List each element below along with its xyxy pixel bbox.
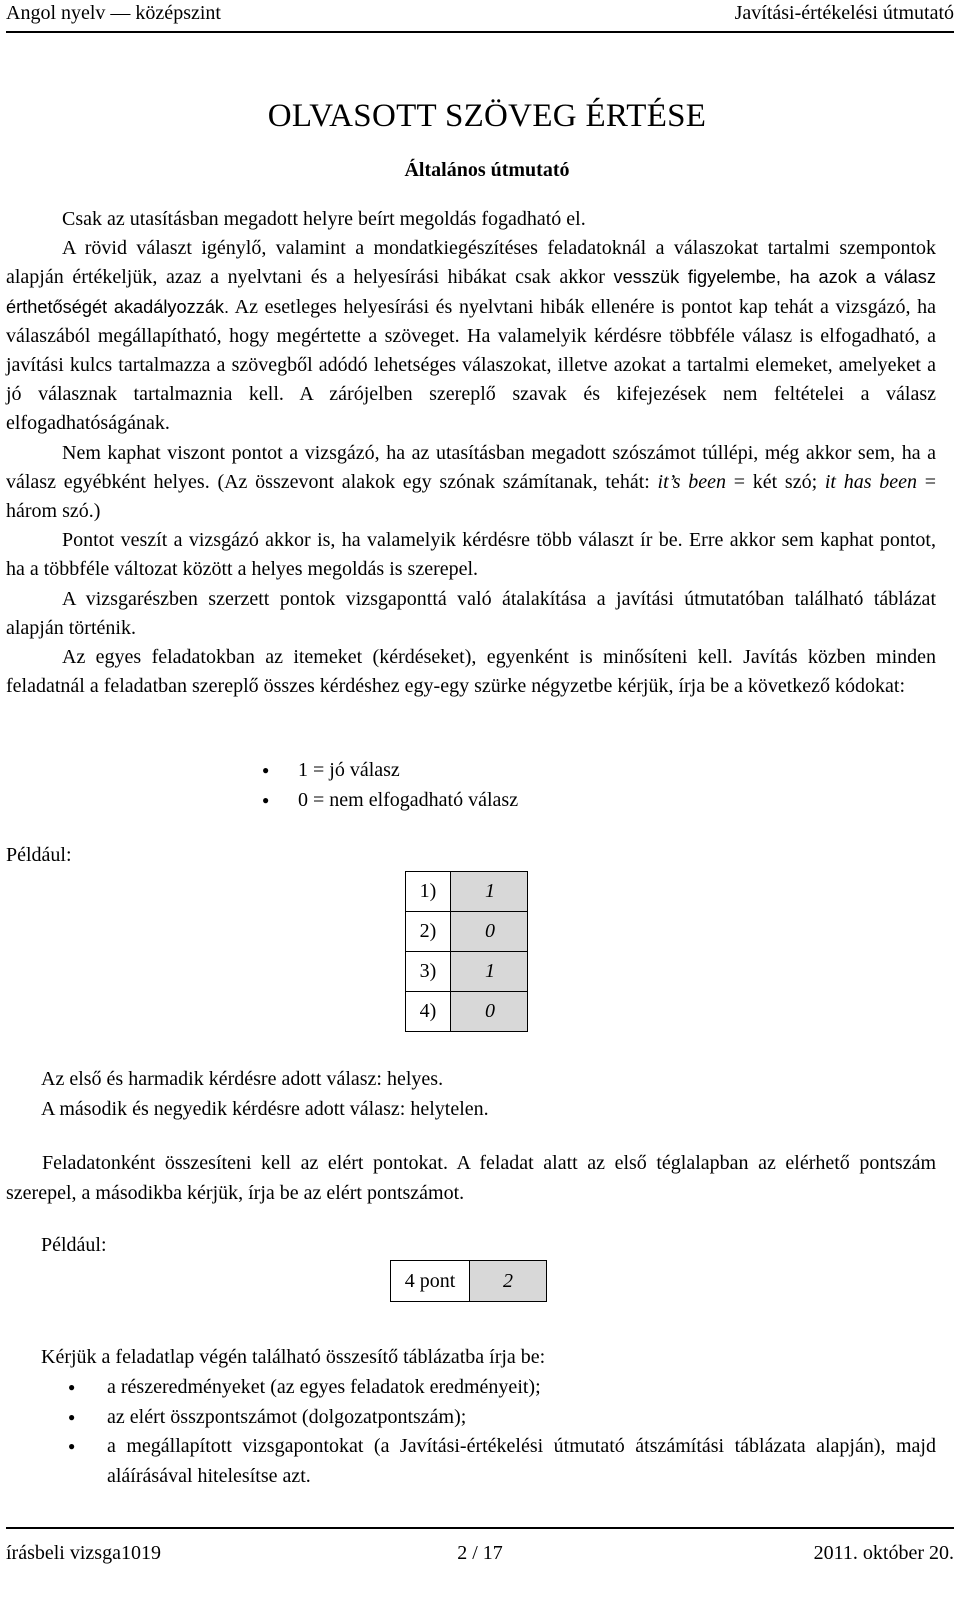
- paragraph-6: Az egyes feladatokban az itemeket (kérdéseket), egyenként is minősíteni kell. Javítás közben minden feladatnál a feladatban szereplő összes kérdéshez egy-egy szürke négyzetbe kérjük, írja be a következő kódokat:: [6, 646, 936, 698]
- paragraph-3-text-a: Nem kaphat viszont pontot a vizsgázó, ha az utasításban megadott szószámot túllépi, még akkor sem, ha a válasz egyébként helyes. (Az összevont alakok egy szónak számítanak, tehát:: [6, 441, 936, 493]
- guide-body: [6, 205, 936, 701]
- table-row: [406, 912, 528, 952]
- paragraph-3-text-e: = három szó.): [6, 470, 937, 523]
- header-doc-type: Javítási-értékelési útmutató: [734, 2, 954, 24]
- item-number: 1): [406, 872, 451, 912]
- table-row: [406, 992, 528, 1032]
- item-score: 1: [451, 952, 528, 992]
- example-result: [41, 1064, 489, 1124]
- code-list: [262, 755, 518, 815]
- paragraph-3-text-m: = két szó;: [726, 470, 825, 493]
- earned-points-cell: 2: [470, 1261, 546, 1301]
- table-row: [406, 952, 528, 992]
- paragraph-2: [6, 234, 936, 438]
- paragraph-2-text-sans: vesszük figyelembe, ha azok a válasz érthetőségét akadályozzák.: [6, 267, 936, 317]
- list-item: ● az elért összpontszámot (dolgozatpontszám);: [6, 1403, 936, 1433]
- code-item: ● 1 = jó válasz: [262, 755, 518, 785]
- item-score: 1: [451, 872, 528, 912]
- code-item: ● 0 = nem elfogadható válasz: [262, 785, 518, 815]
- paragraph-1: Csak az utasításban megadott helyre beírt megoldás fogadható el.: [62, 208, 586, 230]
- section-title: OLVASOTT SZÖVEG ÉRTÉSE: [267, 98, 707, 134]
- item-number: 3): [406, 952, 451, 992]
- item-number: 2): [406, 912, 451, 952]
- paragraph-2-text-b: Az esetleges helyesírási és nyelvtani hibák ellenére is pontot kap tehát a vizsgázó, ha válaszából megállapítható, hogy megértette a szöveget. Ha valamelyik kérdésre többféle válasz is elfogadható, a javítási kulcs tartalmazza a szövegből adódó lehetséges válaszokat, illetve azokat a tartalmi elemeket, amelyeket a jó válasznak tartalmaznia kell. A zárójelben szereplő szavak és kifejezések nem feltételei a válasz elfogadhatóságának.: [6, 295, 937, 435]
- header-subject: Angol nyelv — középszint: [6, 2, 221, 24]
- item-number: 4): [406, 992, 451, 1032]
- paragraph-3-example-1: it’s been: [657, 470, 727, 493]
- list-item: ● a megállapított vizsgapontokat (a Javítási-értékelési útmutató átszámítási táblázata alapján), majd aláírásával hitelesítse azt.: [6, 1432, 936, 1491]
- task-scoring-text: [6, 1149, 936, 1208]
- item-score: 0: [451, 912, 528, 952]
- list-item: ● a részeredményeket (az egyes feladatok eredményeit);: [6, 1373, 936, 1403]
- paragraph-3: [6, 439, 936, 527]
- table-row: [406, 872, 528, 912]
- example-label-2: Például:: [41, 1234, 107, 1256]
- max-points-cell: 4 pont: [391, 1261, 470, 1301]
- task-scoring-paragraph: Feladatonként összesíteni kell az elért pontokat. A feladat alatt az első téglalapban az elérhető pontszám szerepel, a másodikba kérjük, írja be az elért pontszámot.: [6, 1152, 936, 1204]
- points-box: [390, 1260, 547, 1302]
- paragraph-4: Pontot veszít a vizsgázó akkor is, ha valamelyik kérdésre több választ ír be. Erre akkor sem kaphat pontot, ha a többféle változat között a helyes megoldás is szerepel.: [6, 529, 936, 581]
- paragraph-3-example-2: it has been: [824, 470, 917, 493]
- section-subtitle: Általános útmutató: [404, 159, 570, 181]
- example-label: Például:: [6, 844, 72, 866]
- item-score: 0: [451, 992, 528, 1032]
- page-number: 2 / 17: [457, 1542, 503, 1564]
- paragraph-5: A vizsgarészben szerzett pontok vizsgaponttá való átalakítása a javítási útmutatóban található táblázat alapján történik.: [6, 587, 936, 639]
- page-header: [6, 0, 954, 32]
- result-line: A második és negyedik kérdésre adott válasz: helytelen.: [41, 1098, 489, 1120]
- summary-list: [6, 1373, 936, 1491]
- footer-rule: [6, 1527, 954, 1529]
- result-line: Az első és harmadik kérdésre adott válasz: helyes.: [41, 1068, 444, 1090]
- example-score-table: [405, 871, 528, 1032]
- paragraph-2-text-a: A rövid választ igénylő, valamint a mondatkiegészítéses feladatoknál a válaszokat tartalmi szempontok alapján értékeljük, azaz a nyelvtani és a helyesírási hibákat csak akkor: [6, 237, 936, 289]
- summary-instruction: Kérjük a feladatlap végén található összesítő táblázatba írja be:: [41, 1346, 546, 1368]
- footer-date: 2011. október 20.: [813, 1542, 954, 1564]
- header-rule: [6, 31, 954, 33]
- footer-exam-code: írásbeli vizsga1019: [6, 1542, 161, 1564]
